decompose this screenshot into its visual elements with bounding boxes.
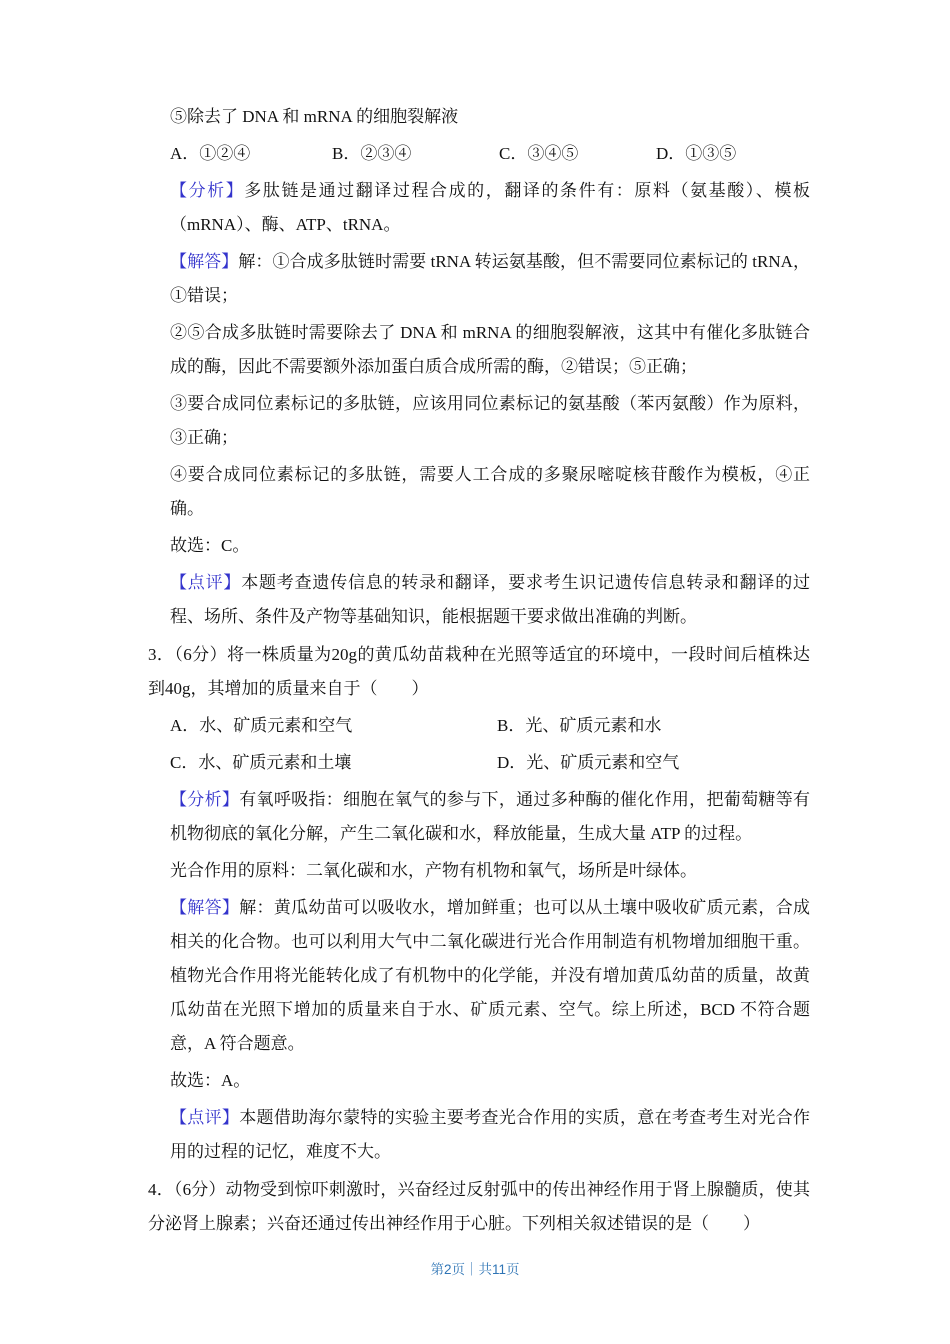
q2-answer-p3 [170, 387, 810, 455]
q4-number: 4． [148, 1180, 174, 1199]
q2-conclusion [170, 529, 810, 563]
q2-option-c: C．③④⑤ [499, 144, 579, 163]
answer-label: 【解答】 [170, 898, 240, 917]
q3-answer-text: 解：黄瓜幼苗可以吸收水，增加鲜重；也可以从土壤中吸收矿质元素，合成相关的化合物。也可以利用大气中二氧化碳进行光合作用制造有机物增加细胞干重。植物光合作用将光能转化成了有机物中的化学能，并没有增加黄瓜幼苗的质量，故黄瓜幼苗在光照下增加的质量来自于水、矿质元素、空气。综上所述，BCD 不符合题意，A 符合题意。 [170, 898, 811, 1053]
q2-answer-p3-text: ③要合成同位素标记的多肽链，应该用同位素标记的氨基酸（苯丙氨酸）作为原料，③正确； [170, 394, 810, 447]
q2-answer-p1 [170, 245, 810, 313]
q3-comment [170, 1101, 810, 1169]
q3-analysis-p2 [170, 854, 810, 888]
page-number-indicator: 第2页｜共11页 [430, 1262, 520, 1277]
q3-options-row-2 [170, 746, 810, 780]
q2-stem-item5 [170, 100, 810, 134]
q3-option-a: A．水、矿质元素和空气 [170, 716, 353, 735]
q3-conclusion [170, 1064, 810, 1098]
q3-option-c: C．水、矿质元素和土壤 [170, 753, 352, 772]
comment-label: 【点评】 [170, 573, 242, 592]
q2-answer-p2-text: ②⑤合成多肽链时需要除去了 DNA 和 mRNA 的细胞裂解液，这其中有催化多肽链合成的酶，因此不需要额外添加蛋白质合成所需的酶，②错误；⑤正确； [170, 323, 810, 376]
q3-analysis-p2-text: 光合作用的原料：二氧化碳和水，产物有机物和氧气，场所是叶绿体。 [170, 861, 697, 880]
q3-comment-text: 本题借助海尔蒙特的实验主要考查光合作用的实质，意在考查考生对光合作用的过程的记忆，难度不大。 [170, 1108, 811, 1161]
q4-stem-text: （6分）动物受到惊吓刺激时，兴奋经过反射弧中的传出神经作用于肾上腺髓质，使其分泌肾上腺素；兴奋还通过传出神经作用于心脏。下列相关叙述错误的是（ ） [148, 1180, 811, 1233]
q3-option-b: B．光、矿质元素和水 [497, 716, 662, 735]
q2-answer-p1-text: 解：①合成多肽链时需要 tRNA 转运氨基酸，但不需要同位素标记的 tRNA，①错误； [170, 252, 811, 305]
q2-analysis-text: 多肽链是通过翻译过程合成的，翻译的条件有：原料（氨基酸）、模板（mRNA）、酶、ATP、tRNA。 [170, 181, 811, 234]
analysis-label: 【分析】 [170, 181, 245, 200]
q2-options-row [170, 137, 810, 171]
q2-option-b: B．②③④ [332, 144, 412, 163]
q3-conclusion-text: 故选：A。 [170, 1071, 251, 1090]
q3-analysis-p1 [170, 783, 810, 851]
q2-analysis [170, 174, 810, 242]
q2-option-d: D．①③⑤ [656, 144, 737, 163]
q3-answer [170, 891, 810, 1061]
q3-options-row-1 [170, 709, 810, 743]
q2-comment [170, 566, 810, 634]
q2-option-a: A．①②④ [170, 144, 251, 163]
q3-stem-text: （6分）将一株质量为20g的黄瓜幼苗栽种在光照等适宜的环境中，一段时间后植株达到40g，其增加的质量来自于（ ） [148, 645, 811, 698]
q3-number: 3． [148, 645, 175, 664]
q2-answer-p2 [170, 316, 810, 384]
q2-answer-p4-text: ④要合成同位素标记的多肽链，需要人工合成的多聚尿嘧啶核苷酸作为模板，④正确。 [170, 465, 810, 518]
comment-label: 【点评】 [170, 1108, 240, 1127]
q4-stem [148, 1173, 810, 1241]
analysis-label: 【分析】 [170, 790, 240, 809]
q3-stem [148, 638, 810, 706]
q3-analysis-p1-text: 有氧呼吸指：细胞在氧气的参与下，通过多种酶的催化作用，把葡萄糖等有机物彻底的氧化分解，产生二氧化碳和水，释放能量，生成大量 ATP 的过程。 [170, 790, 811, 843]
q2-comment-text: 本题考查遗传信息的转录和翻译，要求考生识记遗传信息转录和翻译的过程、场所、条件及产物等基础知识，能根据题干要求做出准确的判断。 [170, 573, 811, 626]
q2-conclusion-text: 故选：C。 [170, 536, 250, 555]
page-footer [0, 1258, 950, 1278]
q3-option-d: D．光、矿质元素和空气 [497, 753, 680, 772]
q2-item5-text: ⑤除去了 DNA 和 mRNA 的细胞裂解液 [170, 107, 459, 126]
q2-answer-p4 [170, 458, 810, 526]
exam-content [148, 100, 811, 1244]
answer-label: 【解答】 [170, 252, 239, 271]
